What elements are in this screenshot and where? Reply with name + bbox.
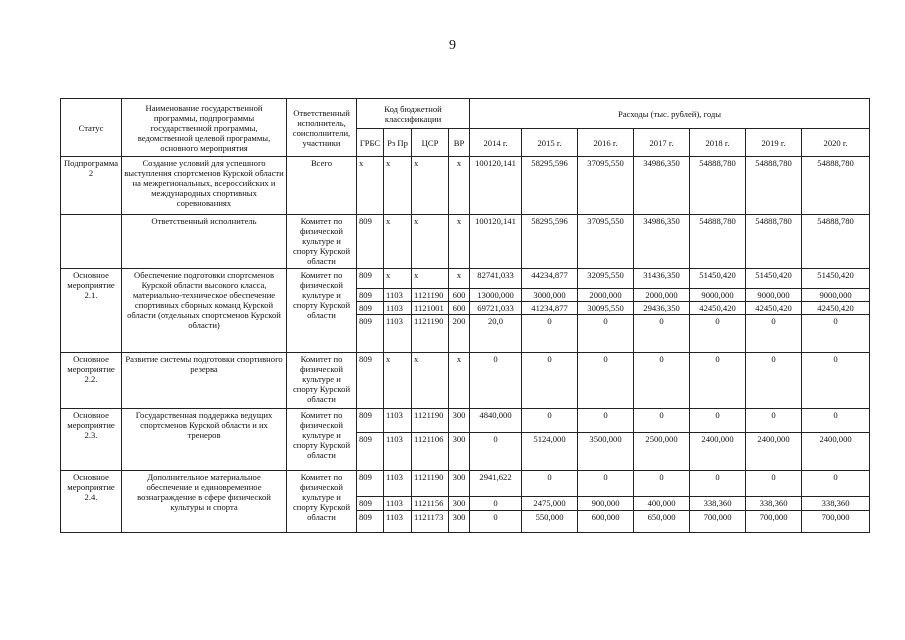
value-cell: 600,000	[578, 511, 634, 533]
value-cell: 0	[634, 353, 690, 409]
rzpr-cell: 1103	[384, 315, 412, 353]
status-cell: Основное мероприятие 2.1.	[61, 269, 122, 353]
table-row	[61, 215, 870, 269]
grbs-cell: х	[357, 157, 384, 215]
vr-cell: 300	[449, 497, 470, 511]
status-cell: Подпрограмма 2	[61, 157, 122, 215]
value-cell: 0	[634, 315, 690, 353]
name-cell: Дополнительное материальное обеспечение и единовременное вознаграждение в сфере физической культуры и спорта	[122, 471, 287, 533]
name-cell: Ответственный исполнитель	[122, 215, 287, 269]
header-executor: Ответственный исполнитель, соисполнители, участники	[287, 99, 357, 157]
value-cell: 0	[802, 471, 870, 497]
csr-cell: 1121173	[412, 511, 449, 533]
value-cell: 0	[578, 409, 634, 433]
value-cell: 0	[522, 315, 578, 353]
value-cell: 0	[634, 471, 690, 497]
header-year: 2015 г.	[522, 129, 578, 157]
vr-cell: 600	[449, 289, 470, 302]
value-cell: 0	[470, 511, 522, 533]
value-cell: 3500,000	[578, 433, 634, 471]
value-cell: 54888,780	[690, 215, 746, 269]
header-code: ГРБС	[357, 129, 384, 157]
vr-cell: 300	[449, 409, 470, 433]
value-cell: 100120,141	[470, 157, 522, 215]
table-row	[61, 471, 870, 497]
value-cell: 58295,596	[522, 215, 578, 269]
value-cell: 54888,780	[746, 157, 802, 215]
header-year: 2018 г.	[690, 129, 746, 157]
csr-cell: 1121190	[412, 409, 449, 433]
value-cell: 0	[746, 409, 802, 433]
executor-cell: Комитет по физической культуре и спорту Курской области	[287, 215, 357, 269]
executor-cell: Комитет по физической культуре и спорту Курской области	[287, 269, 357, 353]
value-cell: 338,360	[690, 497, 746, 511]
executor-cell: Всего	[287, 157, 357, 215]
value-cell: 550,000	[522, 511, 578, 533]
executor-cell: Комитет по физической культуре и спорту Курской области	[287, 409, 357, 471]
value-cell: 4840,000	[470, 409, 522, 433]
csr-cell: х	[412, 215, 449, 269]
value-cell: 0	[470, 497, 522, 511]
header-year: 2014 г.	[470, 129, 522, 157]
csr-cell: 1121156	[412, 497, 449, 511]
rzpr-cell: х	[384, 215, 412, 269]
value-cell: 0	[578, 315, 634, 353]
value-cell: 9000,000	[690, 289, 746, 302]
value-cell: 0	[746, 471, 802, 497]
value-cell: 0	[634, 409, 690, 433]
grbs-cell: 809	[357, 511, 384, 533]
value-cell: 82741,033	[470, 269, 522, 289]
value-cell: 42450,420	[746, 302, 802, 315]
csr-cell: х	[412, 353, 449, 409]
header-year: 2017 г.	[634, 129, 690, 157]
value-cell: 0	[746, 353, 802, 409]
rzpr-cell: х	[384, 269, 412, 289]
value-cell: 51450,420	[746, 269, 802, 289]
value-cell: 700,000	[690, 511, 746, 533]
value-cell: 9000,000	[746, 289, 802, 302]
rzpr-cell: 1103	[384, 511, 412, 533]
vr-cell: 600	[449, 302, 470, 315]
csr-cell: 1121001	[412, 302, 449, 315]
value-cell: 0	[802, 315, 870, 353]
grbs-cell: 809	[357, 409, 384, 433]
vr-cell: 200	[449, 315, 470, 353]
value-cell: 51450,420	[802, 269, 870, 289]
header-code: ВР	[449, 129, 470, 157]
value-cell: 5124,000	[522, 433, 578, 471]
value-cell: 650,000	[634, 511, 690, 533]
budget-table	[60, 98, 870, 533]
value-cell: 0	[522, 471, 578, 497]
value-cell: 0	[746, 315, 802, 353]
grbs-cell: 809	[357, 471, 384, 497]
value-cell: 37095,550	[578, 215, 634, 269]
grbs-cell: 809	[357, 353, 384, 409]
value-cell: 2400,000	[690, 433, 746, 471]
value-cell: 700,000	[802, 511, 870, 533]
value-cell: 44234,877	[522, 269, 578, 289]
value-cell: 30095,550	[578, 302, 634, 315]
grbs-cell: 809	[357, 497, 384, 511]
value-cell: 69721,033	[470, 302, 522, 315]
status-cell: Основное мероприятие 2.2.	[61, 353, 122, 409]
grbs-cell: 809	[357, 289, 384, 302]
value-cell: 2000,000	[578, 289, 634, 302]
rzpr-cell: 1103	[384, 302, 412, 315]
rzpr-cell: х	[384, 353, 412, 409]
name-cell: Обеспечение подготовки спортсменов Курской области высокого класса, материально-техническое обеспечение спортивных сборных команд Курской области (отдельных спортсменов Курской области)	[122, 269, 287, 353]
value-cell: 100120,141	[470, 215, 522, 269]
value-cell: 29436,350	[634, 302, 690, 315]
csr-cell: х	[412, 269, 449, 289]
value-cell: 42450,420	[690, 302, 746, 315]
executor-cell: Комитет по физической культуре и спорту Курской области	[287, 353, 357, 409]
grbs-cell: 809	[357, 302, 384, 315]
grbs-cell: 809	[357, 215, 384, 269]
csr-cell: 1121190	[412, 315, 449, 353]
value-cell: 3000,000	[522, 289, 578, 302]
value-cell: 2400,000	[746, 433, 802, 471]
value-cell: 900,000	[578, 497, 634, 511]
rzpr-cell: 1103	[384, 409, 412, 433]
vr-cell: х	[449, 157, 470, 215]
value-cell: 0	[690, 471, 746, 497]
name-cell: Государственная поддержка ведущих спортсменов Курской области и их тренеров	[122, 409, 287, 471]
value-cell: 0	[470, 433, 522, 471]
value-cell: 54888,780	[802, 215, 870, 269]
csr-cell: 1121190	[412, 289, 449, 302]
vr-cell: 300	[449, 433, 470, 471]
value-cell: 2475,000	[522, 497, 578, 511]
page-number: 9	[449, 38, 456, 53]
header-status: Статус	[61, 99, 122, 157]
value-cell: 54888,780	[690, 157, 746, 215]
value-cell: 0	[578, 471, 634, 497]
vr-cell: х	[449, 353, 470, 409]
grbs-cell: 809	[357, 315, 384, 353]
value-cell: 32095,550	[578, 269, 634, 289]
rzpr-cell: 1103	[384, 471, 412, 497]
value-cell: 0	[470, 353, 522, 409]
value-cell: 54888,780	[746, 215, 802, 269]
value-cell: 0	[690, 315, 746, 353]
header-code: Рз Пр	[384, 129, 412, 157]
grbs-cell: 809	[357, 433, 384, 471]
rzpr-cell: 1103	[384, 497, 412, 511]
value-cell: 338,360	[802, 497, 870, 511]
status-cell: Основное мероприятие 2.3.	[61, 409, 122, 471]
header-name: Наименование государственной программы, подпрограммы государственной программы, ведомственной целевой программы, основного мероприятия	[122, 99, 287, 157]
header-code: ЦСР	[412, 129, 449, 157]
name-cell: Развитие системы подготовки спортивного резерва	[122, 353, 287, 409]
value-cell: 2000,000	[634, 289, 690, 302]
value-cell: 58295,596	[522, 157, 578, 215]
value-cell: 34986,350	[634, 215, 690, 269]
rzpr-cell: 1103	[384, 433, 412, 471]
value-cell: 0	[578, 353, 634, 409]
value-cell: 31436,350	[634, 269, 690, 289]
value-cell: 400,000	[634, 497, 690, 511]
value-cell: 0	[522, 353, 578, 409]
csr-cell: 1121190	[412, 471, 449, 497]
value-cell: 0	[690, 353, 746, 409]
value-cell: 2500,000	[634, 433, 690, 471]
status-cell: Основное мероприятие 2.4.	[61, 471, 122, 533]
executor-cell: Комитет по физической культуре и спорту Курской области	[287, 471, 357, 533]
vr-cell: х	[449, 215, 470, 269]
table-row	[61, 269, 870, 289]
value-cell: 41234,877	[522, 302, 578, 315]
value-cell: 0	[802, 353, 870, 409]
value-cell: 13000,000	[470, 289, 522, 302]
vr-cell: х	[449, 269, 470, 289]
value-cell: 2400,000	[802, 433, 870, 471]
value-cell: 51450,420	[690, 269, 746, 289]
header-year: 2019 г.	[746, 129, 802, 157]
header-year: 2020 г.	[802, 129, 870, 157]
value-cell: 9000,000	[802, 289, 870, 302]
value-cell: 42450,420	[802, 302, 870, 315]
value-cell: 0	[522, 409, 578, 433]
value-cell: 54888,780	[802, 157, 870, 215]
vr-cell: 300	[449, 511, 470, 533]
table-row	[61, 157, 870, 215]
value-cell: 700,000	[746, 511, 802, 533]
vr-cell: 300	[449, 471, 470, 497]
status-cell	[61, 215, 122, 269]
table-row	[61, 409, 870, 433]
header-budget-code: Код бюджетной классификации	[357, 99, 470, 129]
value-cell: 2941,622	[470, 471, 522, 497]
value-cell: 37095,550	[578, 157, 634, 215]
header-expenses: Расходы (тыс. рублей), годы	[470, 99, 870, 129]
csr-cell: х	[412, 157, 449, 215]
value-cell: 34986,350	[634, 157, 690, 215]
value-cell: 0	[802, 409, 870, 433]
grbs-cell: 809	[357, 269, 384, 289]
table-row	[61, 353, 870, 409]
value-cell: 338,360	[746, 497, 802, 511]
value-cell: 0	[690, 409, 746, 433]
rzpr-cell: 1103	[384, 289, 412, 302]
name-cell: Создание условий для успешного выступления спортсменов Курской области на межрегиональных, всероссийских и международных спортивных соревнованиях	[122, 157, 287, 215]
rzpr-cell: х	[384, 157, 412, 215]
value-cell: 20,0	[470, 315, 522, 353]
header-row	[61, 99, 870, 129]
csr-cell: 1121106	[412, 433, 449, 471]
header-year: 2016 г.	[578, 129, 634, 157]
